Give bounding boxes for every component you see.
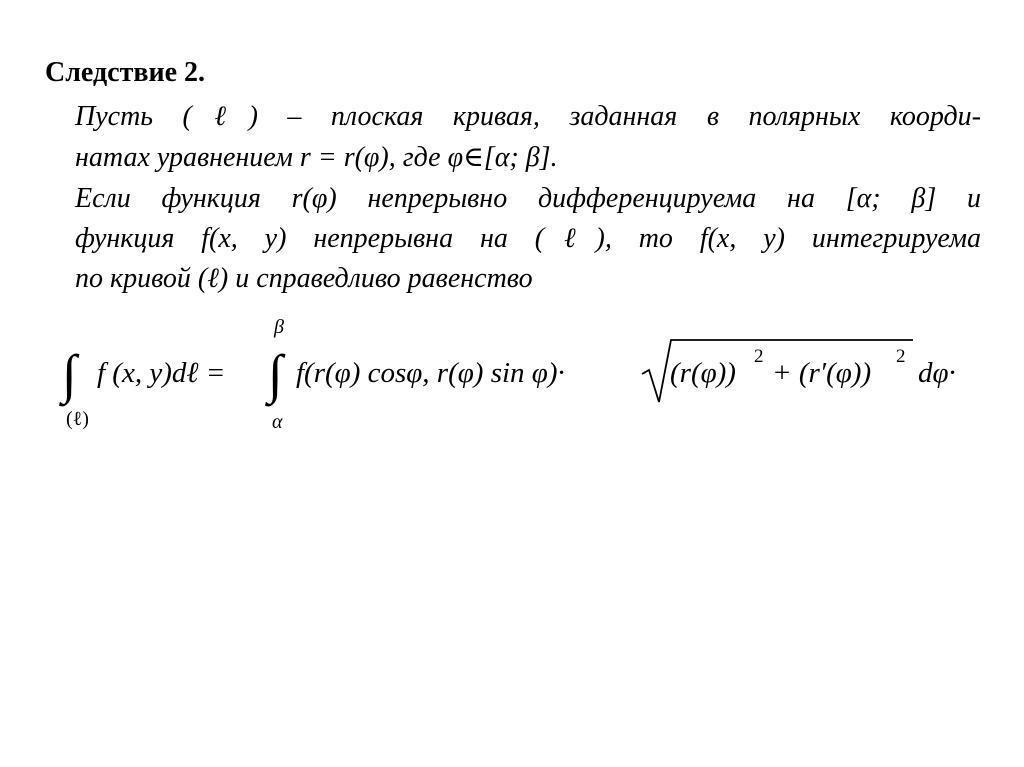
corollary-heading: Следствие 2. — [45, 57, 206, 88]
radicand-term-2: + (r′(φ)) — [772, 357, 872, 389]
statement-line-5: по кривой (ℓ) и справедливо равенство — [75, 263, 533, 294]
rhs-integral-sign: ∫ — [268, 344, 283, 404]
radicand-exponent-2: 2 — [896, 346, 906, 367]
statement-line-2: натах уравнением r = r(φ), где φ∈[α; β]. — [75, 142, 558, 173]
differential-d-phi: dφ· — [918, 357, 956, 389]
statement-line-1: Пусть (ℓ) – плоская кривая, заданная в полярных коорди- — [75, 101, 981, 132]
rhs-lower-limit: α — [272, 411, 283, 433]
statement-line-3: Если функция r(φ) непрерывно дифференцируема на [α; β] и — [75, 183, 981, 214]
rhs-upper-limit: β — [274, 316, 284, 338]
lhs-integral-sign: ∫ — [62, 344, 77, 404]
lhs-domain: (ℓ) — [66, 408, 89, 430]
rhs-integrand: f(r(φ) cosφ, r(φ) sin φ)· — [296, 357, 565, 389]
statement-line-4: функция f(x, y) непрерывна на (ℓ), то f(x, y) интегрируема — [75, 223, 981, 254]
radicand-exponent-1: 2 — [754, 346, 764, 367]
lhs-integrand: f (x, y)dℓ = — [97, 357, 226, 389]
radicand-term-1: (r(φ)) — [670, 357, 736, 389]
integral-formula — [0, 300, 1024, 450]
